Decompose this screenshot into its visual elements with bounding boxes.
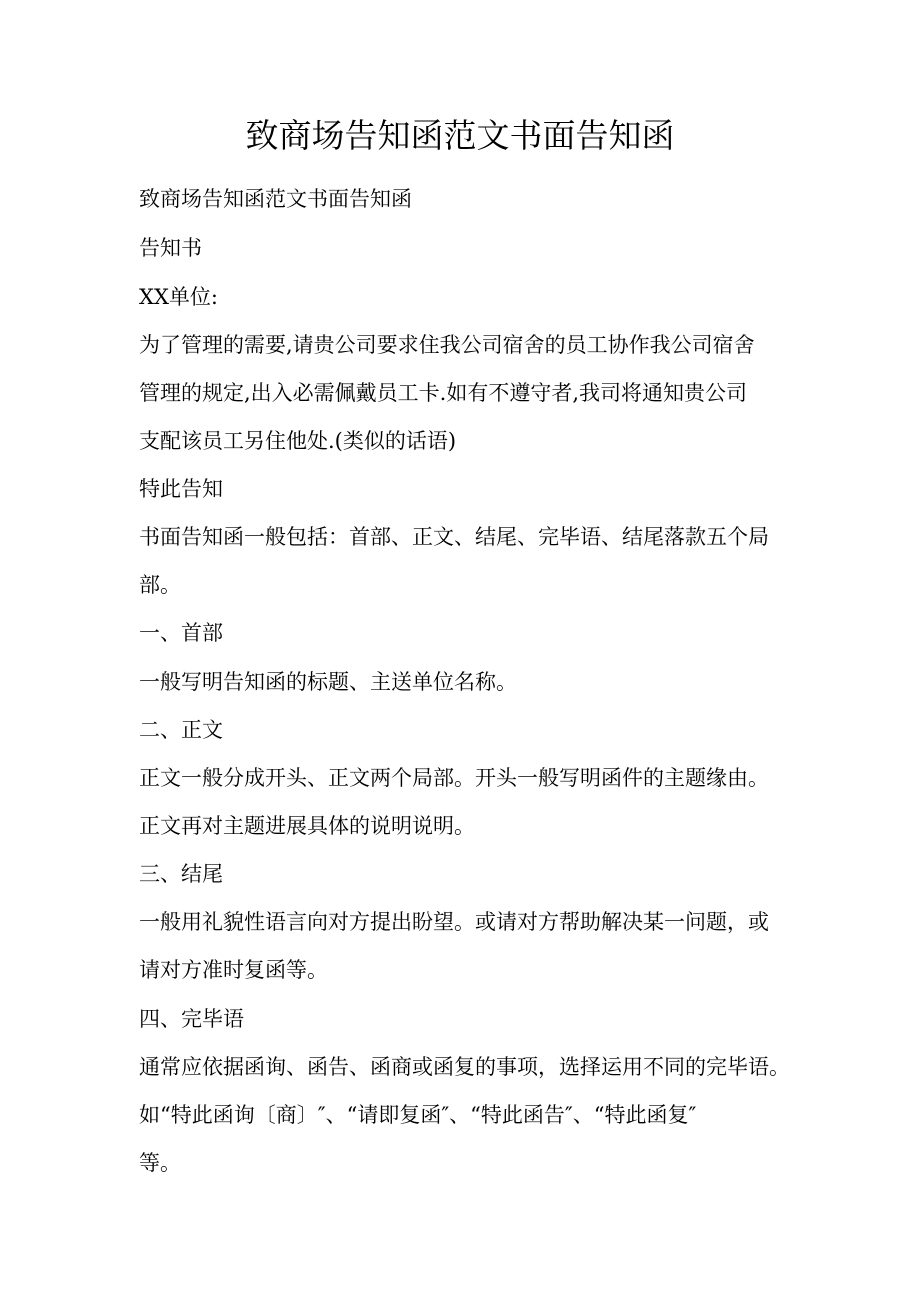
text-line: 致商场告知函范文书面告知函 [139, 187, 412, 211]
document-title: 致商场告知函范文书面告知函 [245, 116, 675, 155]
text-line: 一般写明告知函的标题、主送单位名称。 [139, 670, 517, 694]
text-line: 通常应依据函询、函告、函商或函复的事项，选择运用不同的完毕语。 [139, 1055, 790, 1079]
text-line: 特此告知 [139, 477, 223, 501]
text-line: 支配该员工另住他处.(类似的话语) [139, 429, 457, 453]
text-line: 一般用礼貌性语言向对方提出盼望。或请对方帮助解决某一问题，或 [139, 910, 769, 934]
text-line: 部。 [139, 573, 181, 597]
text-line: XX单位: [139, 285, 218, 309]
text-line: 为了管理的需要,请贵公司要求住我公司宿舍的员工协作我公司宿舍 [139, 333, 755, 357]
text-line: 等。 [139, 1151, 181, 1175]
section-heading: 二、正文 [139, 718, 223, 742]
text-line: 请对方准时复函等。 [139, 958, 328, 982]
text-line: 如“特此函询〔商〕″、“请即复函″、“特此函告″、“特此函复″ [139, 1103, 697, 1127]
section-heading: 四、完毕语 [139, 1007, 244, 1031]
section-heading: 一、首部 [139, 621, 223, 645]
text-line: 正文一般分成开头、正文两个局部。开头一般写明函件的主题缘由。 [139, 766, 769, 790]
text-line: 书面告知函一般包括：首部、正文、结尾、完毕语、结尾落款五个局 [139, 525, 769, 549]
text-line: 告知书 [139, 236, 202, 260]
section-heading: 三、结尾 [139, 862, 223, 886]
text-line: 正文再对主题进展具体的说明说明。 [139, 814, 475, 838]
text-line: 管理的规定,出入必需佩戴员工卡.如有不遵守者,我司将通知贵公司 [139, 381, 748, 405]
